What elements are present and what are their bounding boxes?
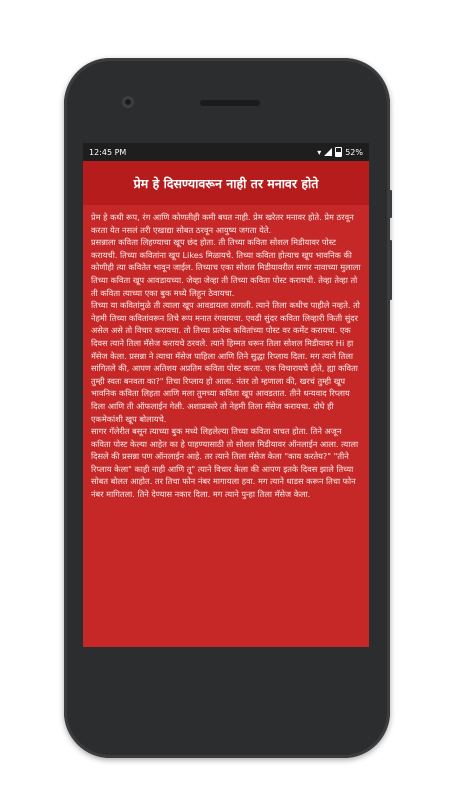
- page-title: प्रेम हे दिसण्यावरून नाही तर मनावर होते: [133, 175, 319, 191]
- story-text[interactable]: [83, 205, 369, 647]
- status-time: 12:45 PM: [89, 147, 127, 157]
- earpiece-speaker: [200, 100, 260, 106]
- story-paragraph: प्रेम हे कधी रूप, रंग आणि कोणतीही कमी बघत नाही. प्रेम खरेतर मनावर होते. प्रेम ठरवून करता येत नसलं तरी एखाद्या सोबत ठरवून आयुष्य जगता येते.: [91, 212, 354, 235]
- story-paragraph: तिच्या या कवितांमुळे ती त्याला खूप आवडायला लागली. त्याने तिला कधीच पाहीले नव्हते. तो नेहमी तिच्या कवितांवरून तिचे रूप मनात रंगवायचा. एवढी सुंदर कविता लिव्हारी किती सुंदर असेल असे तो विचार करायचा. तो तिच्या प्रत्येक कवितांच्या पोस्ट वर कमेंट करायचा. एक दिवस त्याने तिला मॅसेज करायचे ठरवले. त्याने हिम्मत धरून तिला सोशल मिडीयावर Hi हा मॅसेज केला. प्रसन्ना ने त्याचा मॅसेज पाहिला आणि तिने सुद्धा रिप्लाय दिला. मग त्याने तिला सांगितले की, आपण अतिशय अप्रतिम कविता पोस्ट करता. एक विचारायचे होते, ह्या कविता तुम्ही स्वतः बनवता का?" तिचा रिप्लाय हो आला. नंतर तो म्हणाला की, खरचं तुम्ही खूप भावनिक कविता लिहता आणि मला तुमच्या कविता खूप आवडतात. तीने धन्यवाद रिप्लाय दिला आणि ती ऑफलाईन गेली. अशाप्रकारे तो नेहमी तिला मॅसेज करायचा. दोघे ही एकमेकांशी खूप बोलायचे.: [91, 300, 360, 424]
- status-bar: [83, 143, 369, 161]
- status-icons: [317, 147, 363, 157]
- story-paragraph: सागर गॅलेरीत बसून त्याच्या बुक मध्ये लिहलेल्या तिच्या कविता वाचत होता. तिने अजून कविता पोस्ट केल्या आहेत का हे पाहण्यासाठी तो सोशल मिडीयावर ऑनलाईन आला. त्याला दिसले की प्रसन्ना पण ऑनलाईन आहे. तर त्याने तिला मॅसेज केला "काय करतेय?" "तीने रिप्लाय केला" काही नाही आणि तू" त्याने विचार केला की आपण इतके दिवस झाले तिच्या सोबत बोलत आहोत. तर तिचा फोन नंबर मागायला हवा. मग त्याने धाडस करून तिचा फोन नंबर मागितला. तिने देण्यास नकार दिला. मग त्याने पुन्हा तिला मॅसेज केला.: [91, 426, 359, 500]
- front-camera: [122, 96, 134, 108]
- battery-icon: [335, 147, 342, 157]
- battery-percent: 52%: [345, 147, 363, 157]
- screen: [83, 143, 369, 647]
- story-paragraph: प्रसन्नाला कविता लिहण्याचा खूप छंद होता. ती तिच्या कविता सोशल मिडीयावर पोस्ट करायची. तिच्या कवितांना खूप Likes मिळायचे. तिच्या कविता होत्याच खूप भावनिक की कोणीही त्या कवितेत भावून जाईल. तिच्याच एका सोशल मिडीयावरील सागर नावाच्या मुलाला तिच्या कविता खूप आवडायच्या. जेव्हा जेव्हा ती तिच्या कविता पोस्ट करायची. तेव्हा तेव्हा तो ती कविता त्याच्या एका बुक मध्ये लिहून ठेवायचा.: [91, 237, 361, 298]
- power-button: [389, 190, 392, 218]
- wifi-icon: ▾: [317, 147, 322, 157]
- signal-icon: [324, 148, 332, 156]
- volume-button: [389, 240, 392, 300]
